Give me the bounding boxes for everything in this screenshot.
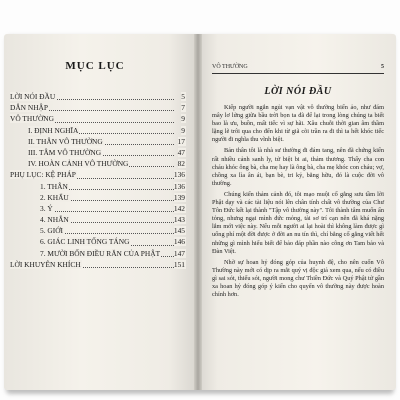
- book-gutter: [194, 34, 202, 390]
- toc-entry-page: 17: [177, 136, 185, 146]
- toc-entry-label: VÔ THƯỜNG: [10, 114, 54, 124]
- toc-entry: [10, 182, 186, 193]
- paragraph: Chúng kiến thảm cảnh đó, tôi mạo muội cố gắng sưu tầm lời Phật dạy và các tài liệu nói lên chân tính chất vô thường của Chư Tôn Đức kết lại thành "Tập vô thường này". Tôi thành tâm muốn ẩn tỏng, nhưng ngại mình đức mỏng, tài sơ trí cạn nên đã khá nặng lắm mới việc này. Nếu mỗi người ai lại hoài thì không làm được gì uống phí một đời được ở đời an nu tín thì, chí bằng cố gắng viết hết những gì mình hiểu biết để bảo đáp phần nào công ơn Tam bảo và Đàn Việt.: [212, 190, 384, 255]
- toc-entry-page: 143: [173, 215, 185, 225]
- toc-entry-label: II. THÂN VÔ THƯỜNG: [28, 136, 103, 146]
- toc-entry-label: 6. GIÁC LINH TỐNG TÁNG: [40, 237, 130, 247]
- toc-entry: [10, 215, 186, 226]
- toc-entry: [10, 92, 186, 103]
- toc-entry-label: III. TÂM VÔ THƯỜNG: [28, 147, 102, 157]
- toc-entry-label: LỜI NÓI ĐẦU: [10, 92, 56, 101]
- toc-entry-label: 2. KHẨU: [40, 192, 69, 202]
- toc-entry: [10, 114, 186, 125]
- toc-entry-label: 7. MƯỜI BỐN ĐIỀU RĂN CỦA PHẬT: [40, 248, 161, 258]
- toc-entry-label: 1. THÂN: [40, 181, 68, 191]
- paragraph: Kiếp người ngắn ngủi vạn vật vô thường biến ảo, như đám mây lơ lửng giữa bầu trời bọn ta đã để lại trong lòng chúng ta biết bao là ưu, buồn, mất tiếc vì sự hãi. Xâu chuỗi thời gian âm thầm lặng lẽ trôi qua cho đến khi từ giã cõi trần ra đi thì ta hết khóc tiếc người đi nghĩa thu vĩnh biệt.: [212, 104, 384, 144]
- toc-entry-label: 3. Ý: [40, 203, 53, 213]
- toc-entry-page: 147: [173, 248, 185, 258]
- toc-entry: [10, 126, 186, 137]
- toc-entry-label: I. ĐỊNH NGHĨA: [28, 125, 79, 135]
- toc-entry: [10, 103, 186, 114]
- toc-entry: [10, 170, 186, 181]
- toc-entry-page: 136: [173, 170, 185, 180]
- toc-entry-page: 47: [177, 147, 185, 157]
- running-head: [212, 64, 384, 74]
- body-text: [212, 104, 384, 302]
- toc-entry-page: 142: [173, 203, 185, 213]
- section-title: LỜI NÓI ĐẦU: [264, 86, 332, 97]
- toc-entry: [10, 204, 186, 215]
- toc-entry: [10, 137, 186, 148]
- toc-entry-page: 151: [173, 259, 185, 269]
- toc-entry-page: 7: [181, 103, 185, 113]
- toc-entry: [10, 148, 186, 159]
- toc-list: [10, 92, 186, 271]
- page-number: 5: [381, 64, 384, 70]
- toc-entry-label: LỜI KHUYÊN KHÍCH: [10, 259, 81, 269]
- toc-entry: [10, 249, 186, 260]
- toc-entry-page: 146: [173, 237, 185, 247]
- toc-entry-page: 145: [173, 226, 185, 236]
- running-head-title: VÔ THƯỜNG: [212, 64, 248, 70]
- toc-leader-dots: [40, 211, 174, 212]
- toc-title: MỤC LỤC: [65, 60, 125, 72]
- toc-entry-page: 5: [181, 92, 185, 101]
- toc-entry-page: 136: [173, 181, 185, 191]
- toc-entry-label: 4. NHẪN: [40, 215, 69, 225]
- toc-entry-label: PHỤ LỤC: KỆ PHÁP: [10, 170, 76, 180]
- toc-entry-page: 9: [181, 125, 185, 135]
- toc-entry-page: 139: [173, 192, 185, 202]
- toc-entry: [10, 260, 186, 271]
- toc-entry-page: 82: [177, 159, 185, 169]
- toc-entry: [10, 226, 186, 237]
- toc-entry-label: DẪN NHẬP: [10, 103, 48, 113]
- toc-entry: [10, 193, 186, 204]
- toc-entry: [10, 237, 186, 248]
- toc-entry-label: IV. HOÀN CẢNH VÔ THƯỜNG: [28, 159, 129, 169]
- paragraph: Bản thân tôi là nhà sư thường đi đám tang, nên đã chứng kiến rất nhiều cảnh sanh ly, tử biệt bi ai, thảm thương. Thấy cha con cháu khóc ông bà, cha mẹ hay là ông bà, cha mẹ khóc con cháu; vợ, chồng xa lìa ân ái, bạn bè, tri kỷ, bằng hữu, đó là cuộc đời vô thường.: [212, 147, 384, 187]
- toc-entry: [10, 159, 186, 170]
- paragraph: Nhờ sự hoan hỷ đóng góp của huynh đệ, cho nên cuốn Vô Thường này mới có dịp ra mắt quý vị độc giả xem qua, nếu có điều gì sai sót, thiếu sót, người mong chư Thiền Đức và Quý Phật tử gần xa hoan hỷ đóng góp ý kiến cho quyển vô thường này được hoàn chỉnh hơn.: [212, 258, 384, 299]
- toc-entry-page: 9: [181, 114, 185, 124]
- toc-entry-label: 5. GIỚI: [40, 226, 63, 236]
